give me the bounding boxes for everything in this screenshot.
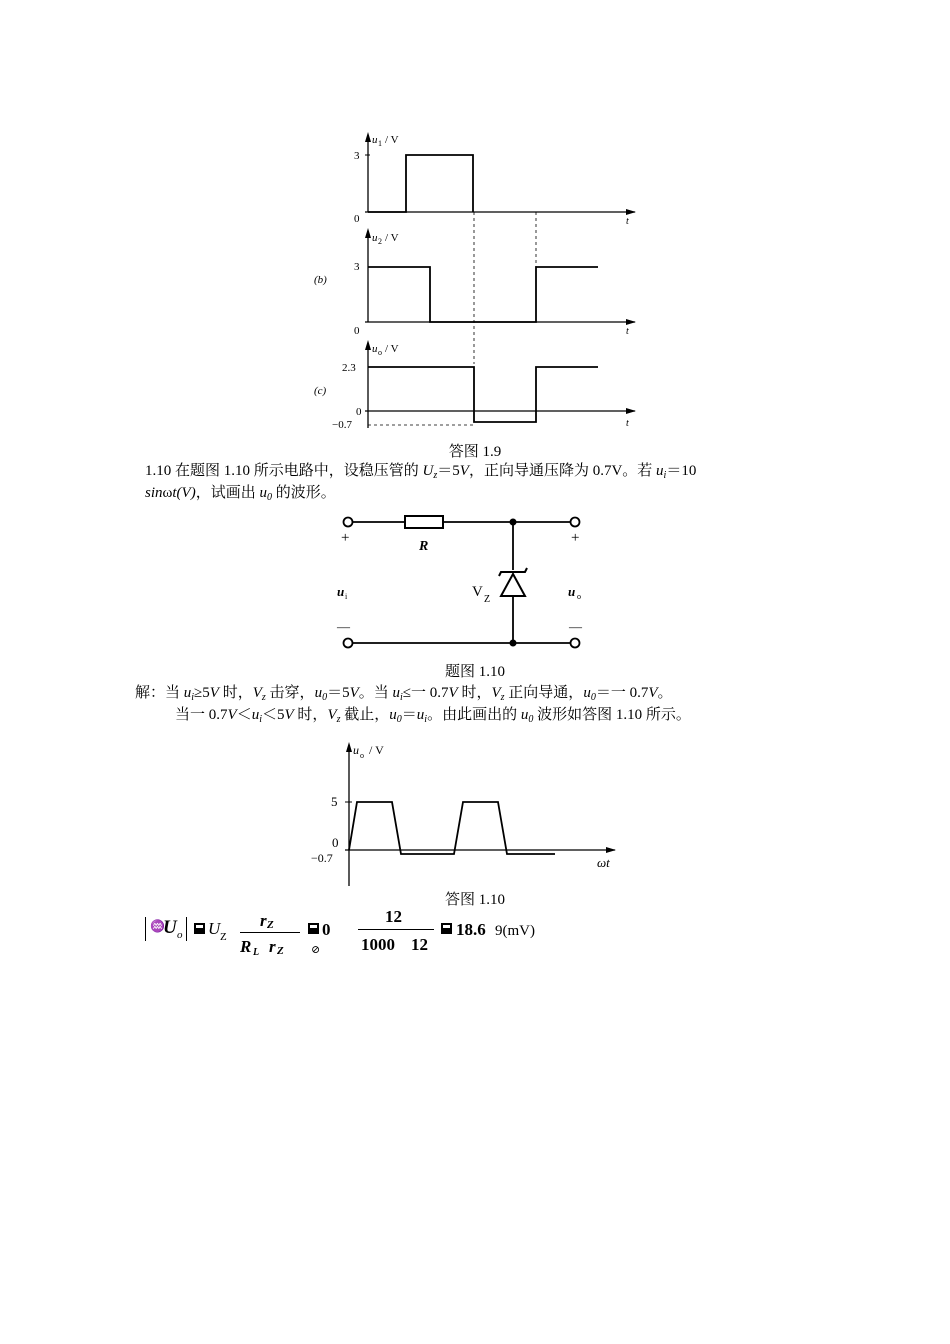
- terminal-in-top: [344, 518, 353, 527]
- svg-text:/ V: / V: [385, 232, 399, 244]
- zener-label: V: [472, 584, 483, 600]
- figure-1-9: [310, 128, 640, 431]
- svg-text:i: i: [345, 592, 348, 601]
- panel-u1: [354, 132, 636, 227]
- svg-text:t: t: [626, 326, 629, 337]
- svg-text:/ V: / V: [369, 743, 384, 757]
- output-minus: —: [569, 619, 582, 634]
- input-plus: +: [341, 530, 350, 546]
- panel-b-label: (b): [314, 274, 327, 286]
- ui-label: u: [337, 584, 345, 599]
- svg-text:u: u: [353, 743, 359, 757]
- u1-waveform: [368, 155, 473, 212]
- solution-line-1: 解：当 $u_i\ge 5V$ 时，$V_z$ 击穿，$u_0=5V$。当 $u_i\le$一 0.7V 时，$V_z$ 正向导通，$u_0=$一 0.7V。: [135, 685, 673, 703]
- terminal-out-bottom: [571, 639, 580, 648]
- small-symbol-icon: ⊘: [311, 944, 321, 956]
- svg-text:o: o: [577, 592, 581, 601]
- svg-text:Z: Z: [484, 594, 491, 605]
- circuit-1-10: [335, 512, 605, 652]
- u1-tick-3: 3: [354, 150, 360, 162]
- zener-diode-icon: [499, 568, 527, 596]
- solution-line-2: 当一 $0.7V<u_i<5V$ 时，$V_z$ 截止，$u_0=u_i$。由此画出的 $u_0$ 波形如答图 1.10 所示。: [175, 707, 691, 725]
- uo-waveform: [368, 367, 598, 422]
- x-axis-label: ωt: [597, 855, 610, 870]
- svg-text:2.3: 2.3: [342, 362, 356, 374]
- figure-1-10: [305, 740, 625, 890]
- svg-text:2: 2: [378, 237, 382, 246]
- tick-0: 0: [332, 835, 339, 850]
- svg-text:1: 1: [378, 139, 382, 148]
- svg-text:o: o: [378, 348, 382, 357]
- ripple-formula: ♒ U o U Z r Z R L r Z 0 ⊘ 12 1000 12 18.6 9(mV): [145, 905, 705, 965]
- svg-text:o: o: [360, 751, 364, 760]
- tick-5: 5: [331, 794, 338, 809]
- svg-text:/ V: / V: [385, 134, 399, 146]
- uo-label: u: [568, 584, 576, 599]
- input-minus: —: [337, 619, 350, 634]
- terminal-out-top: [571, 518, 580, 527]
- resistor: [405, 516, 443, 528]
- panel-uo: [314, 340, 636, 431]
- u2-waveform: [368, 267, 598, 322]
- resistor-label: R: [419, 539, 429, 554]
- svg-text:u: u: [372, 232, 378, 244]
- problem-line-1: 1.10 在题图 1.10 所示电路中，设稳压管的 $U_z=5V$，正向导通压降为 0.7V。若 $u_i=10$: [145, 463, 697, 481]
- figure-1-10-caption: 答图 1.10: [444, 892, 505, 908]
- svg-text:0: 0: [356, 406, 362, 418]
- uo-waveform-clipped: [349, 802, 555, 854]
- delta-icon: ♒: [150, 919, 165, 933]
- svg-text:0: 0: [354, 325, 360, 337]
- panel-u2: [314, 228, 636, 337]
- svg-text:u: u: [372, 343, 378, 355]
- circuit-caption: 题图 1.10: [444, 664, 505, 680]
- output-plus: +: [571, 530, 580, 546]
- u1-axis-label: u: [372, 134, 378, 146]
- svg-text:/ V: / V: [385, 343, 399, 355]
- tick-neg-0-7: −0.7: [311, 851, 333, 865]
- terminal-in-bottom: [344, 639, 353, 648]
- svg-text:−0.7: −0.7: [332, 419, 352, 431]
- svg-text:t: t: [626, 418, 629, 429]
- svg-text:t: t: [626, 216, 629, 227]
- problem-line-2: sinωt(V)，试画出 $u_0$ 的波形。: [145, 485, 336, 503]
- svg-text:3: 3: [354, 261, 360, 273]
- figure-1-9-caption: 答图 1.9: [448, 444, 502, 460]
- panel-c-label: (c): [314, 385, 327, 397]
- u1-tick-0: 0: [354, 213, 360, 225]
